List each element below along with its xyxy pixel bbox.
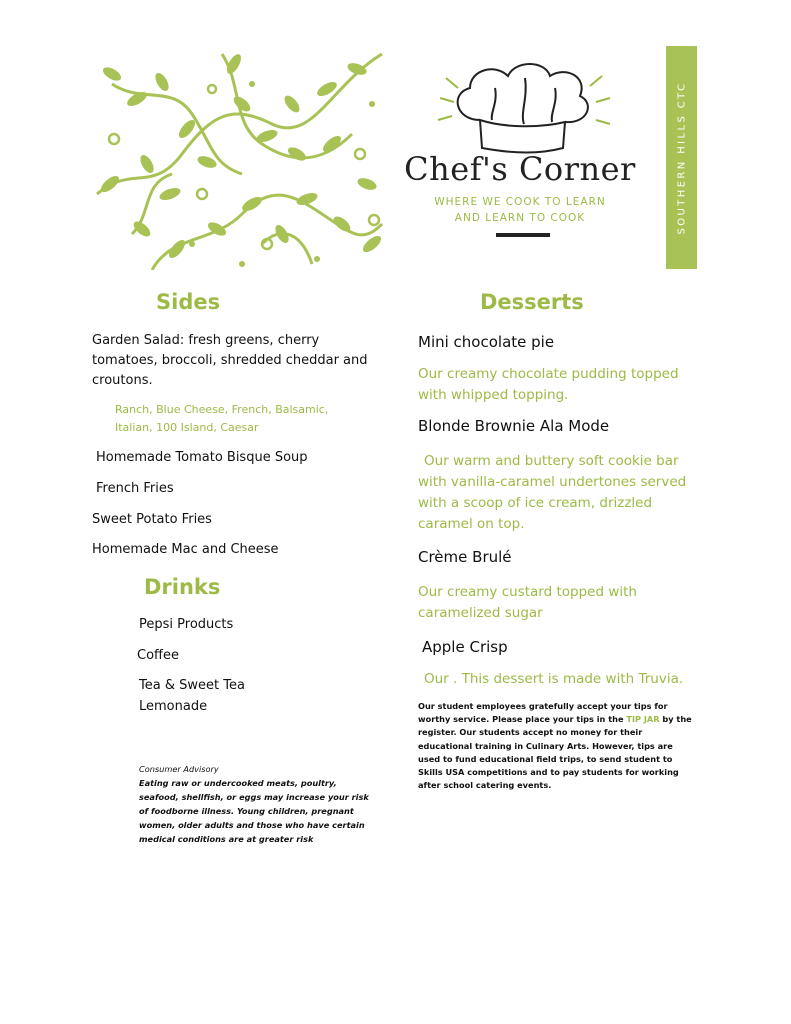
consumer-advisory <box>139 762 369 846</box>
drink-item: Tea & Sweet Tea <box>139 678 245 693</box>
drink-item: Lemonade <box>139 699 208 714</box>
drink-item: Pepsi Products <box>139 617 234 632</box>
school-sidebar <box>666 46 697 269</box>
drink-item: Coffee <box>137 648 179 663</box>
tagline-line-2: AND LEARN TO COOK <box>454 212 586 224</box>
dressing-line-2: Italian, 100 Island, Caesar <box>115 421 259 434</box>
dressing-line-1: Ranch, Blue Cheese, French, Balsamic, <box>115 403 329 416</box>
side-item: Sweet Potato Fries <box>92 512 212 527</box>
tip-jar-label: TIP JAR <box>626 714 660 725</box>
dessert-description: Our . This dessert is made with Truvia. <box>424 671 684 687</box>
title-underline <box>496 233 550 237</box>
dressing-options <box>115 401 328 437</box>
dessert-name: Blonde Brownie Ala Mode <box>418 417 610 435</box>
brand-title: Chef's Corner <box>404 150 636 188</box>
desserts-heading: Desserts <box>480 290 584 314</box>
side-item: Homemade Tomato Bisque Soup <box>96 450 308 465</box>
tips-text-before: Our student employees gratefully accept your tips for worthy service. Please place your tips in the <box>418 701 668 725</box>
advisory-heading: Consumer Advisory <box>139 764 219 774</box>
tagline-line-1: WHERE WE COOK TO LEARN <box>434 196 606 208</box>
school-name: SOUTHERN HILLS CTC <box>676 81 687 234</box>
side-item: French Fries <box>96 481 174 496</box>
brand-tagline <box>405 194 635 226</box>
dessert-description: Our warm and buttery soft cookie bar with vanilla-caramel undertones served with a scoop of ice cream, drizzled caramel on top. <box>418 453 687 532</box>
dessert-name: Crème Brulé <box>418 548 512 566</box>
chef-hat-icon <box>420 58 620 158</box>
tips-note <box>418 700 696 792</box>
drinks-heading: Drinks <box>144 575 221 599</box>
dessert-description: Our creamy chocolate pudding topped with whipped topping. <box>418 366 679 403</box>
vine-pattern-icon <box>92 44 386 270</box>
dessert-name: Apple Crisp <box>422 638 508 656</box>
sides-heading: Sides <box>156 290 221 314</box>
dessert-description: Our creamy custard topped with caramelized sugar <box>418 584 637 621</box>
dessert-name: Mini chocolate pie <box>418 333 555 351</box>
advisory-body: Eating raw or undercooked meats, poultry, seafood, shellfish, or eggs may increase your risk of foodborne illness. Young children, pregnant women, older adults and those who have certain medical conditions are at greater risk <box>139 778 369 844</box>
tips-text-after: by the register. Our students accept no money for their educational training in Culinary Arts. However, tips are used to fund educational field trips, to send student to Skills USA competitions and to pay students for working after school catering events. <box>418 714 692 791</box>
salad-description: Garden Salad: fresh greens, cherry tomatoes, broccoli, shredded cheddar and croutons. <box>92 333 368 388</box>
side-item: Homemade Mac and Cheese <box>92 542 279 557</box>
